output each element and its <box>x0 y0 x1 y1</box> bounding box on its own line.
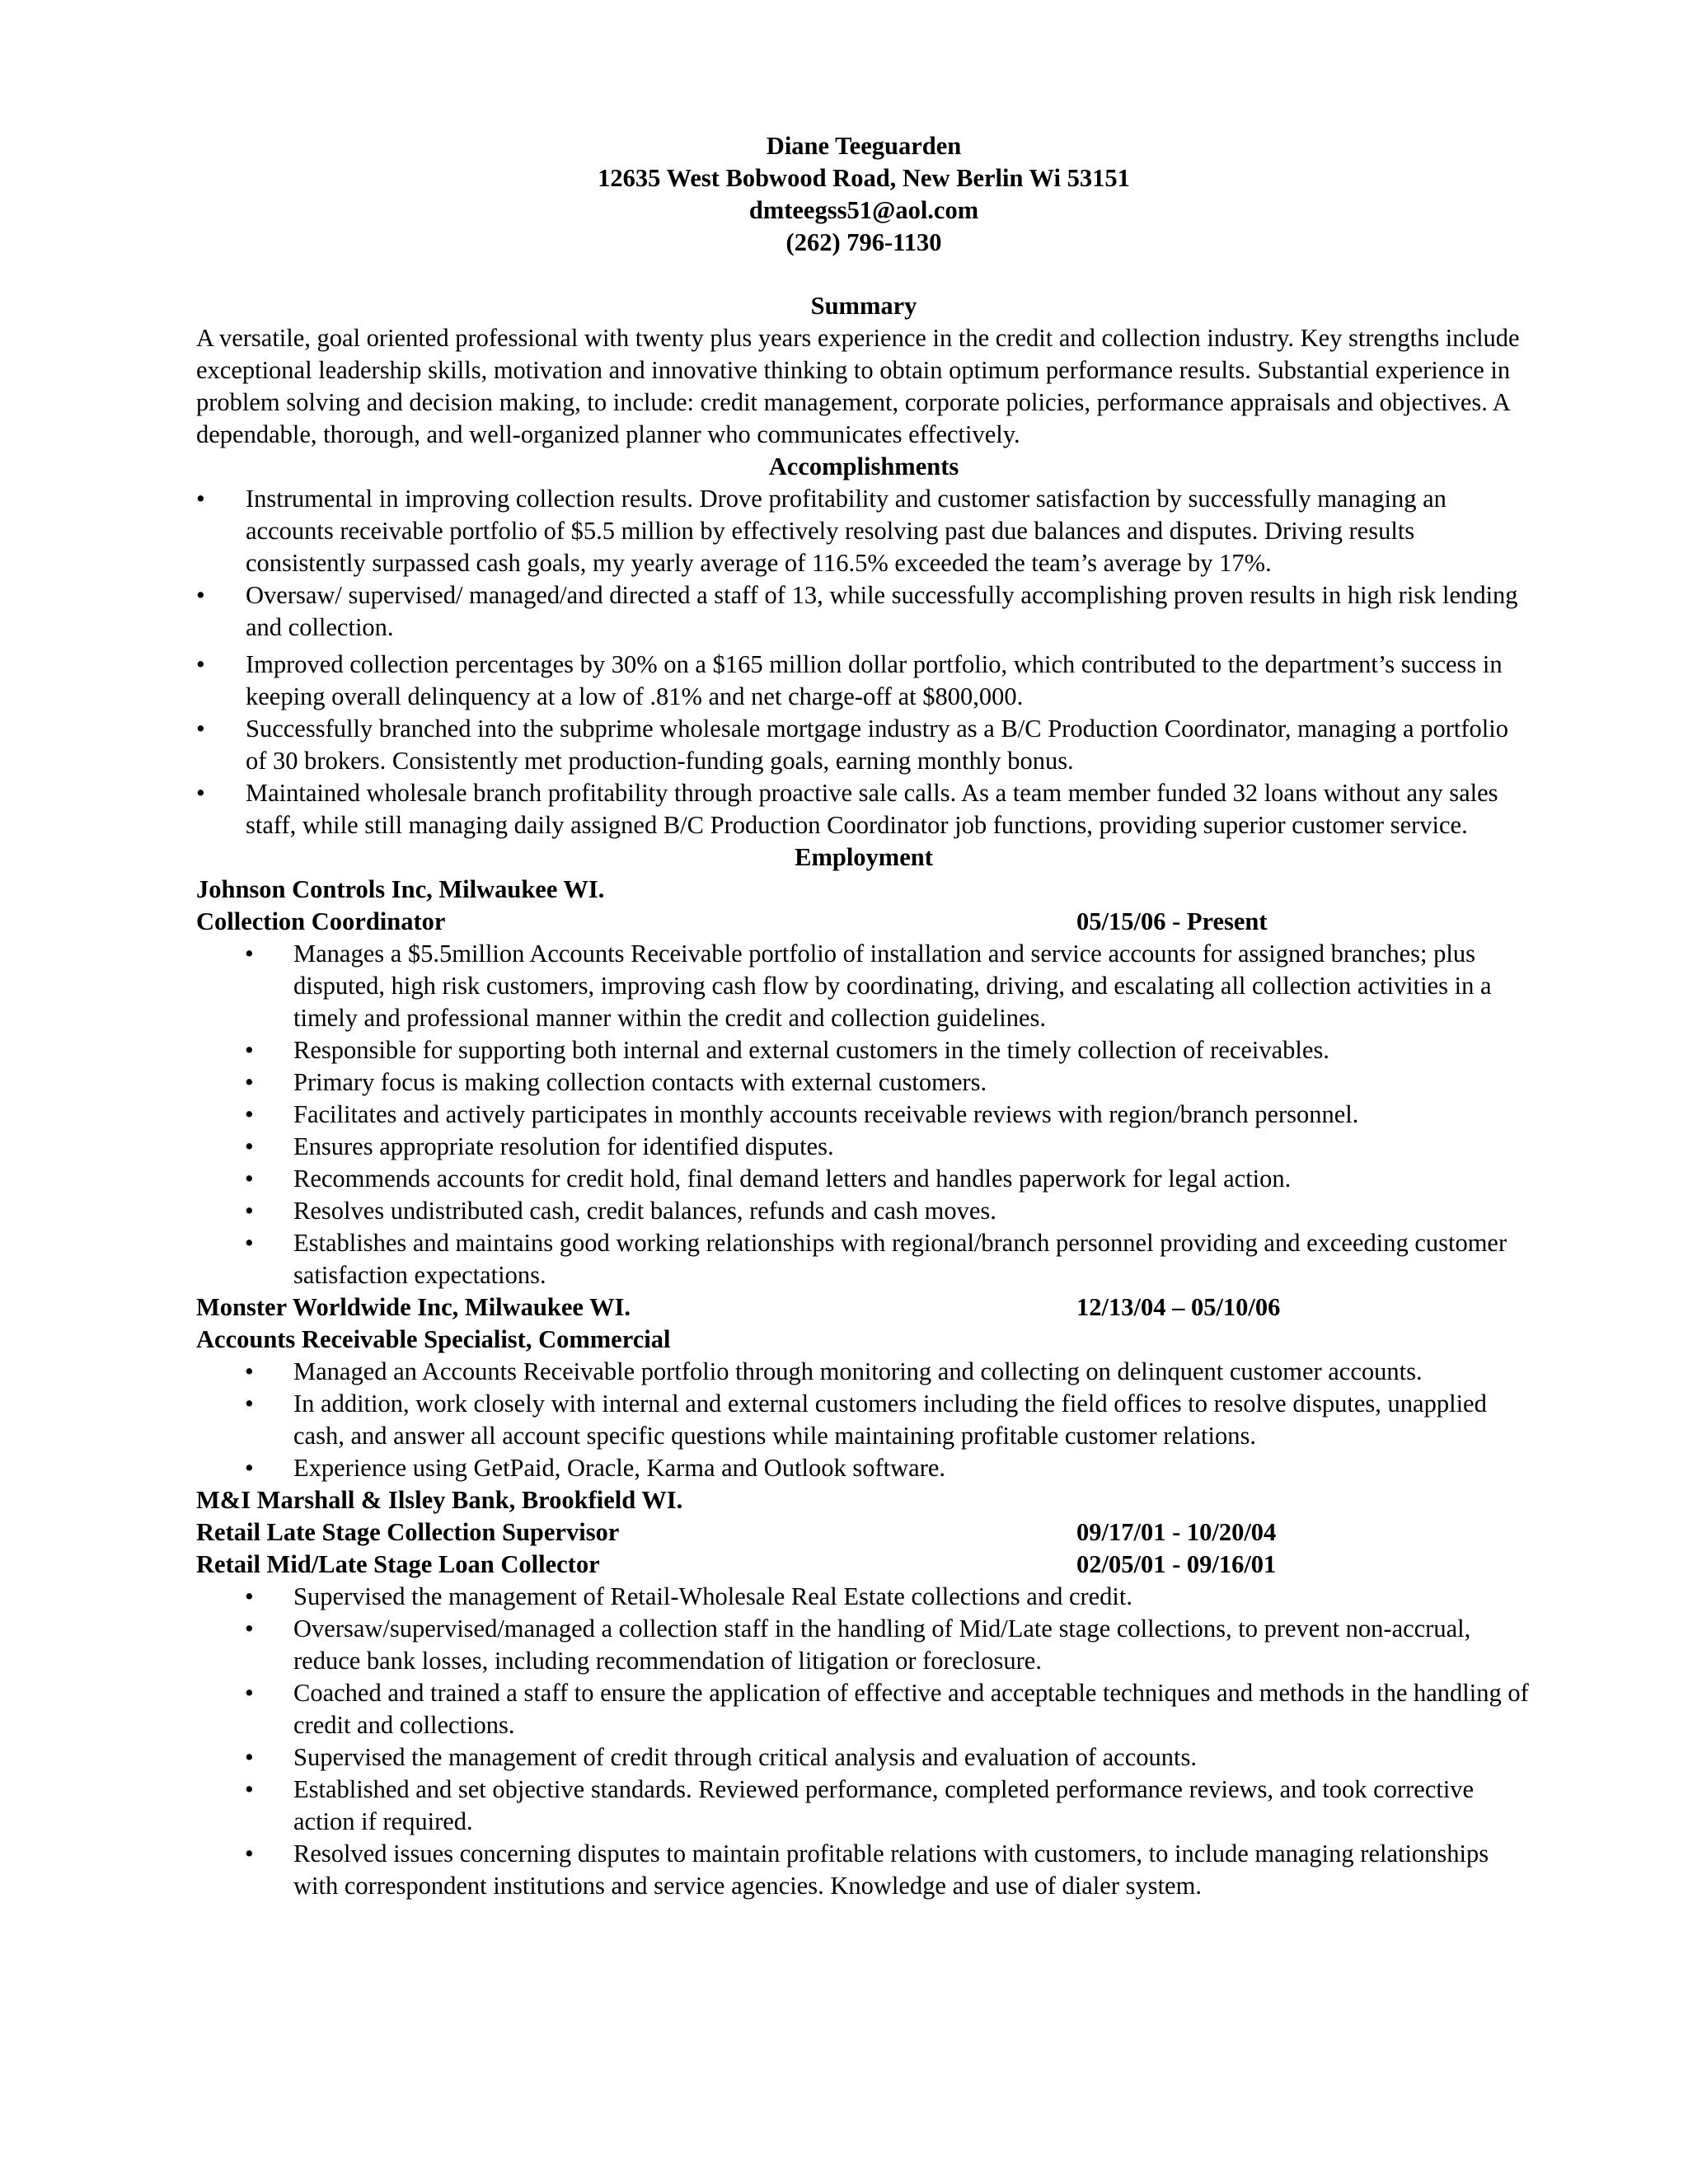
job-duties-list <box>196 938 1531 1291</box>
list-item: • Instrumental in improving collection results. Drove profitability and customer satisfaction by successfully managing an accounts receivable portfolio of $5.5 million by effectively resolving past due balances and disputes. Driving results consistently surpassed cash goals, my yearly average of 116.5% exceeded the team’s average by 17%. <box>196 485 1447 577</box>
bullet-icon: • <box>196 650 205 678</box>
bullet-icon: • <box>196 581 205 609</box>
job-role: Retail Mid/Late Stage Loan Collector <box>196 1550 600 1578</box>
accomplishments-section <box>196 451 1531 841</box>
bullet-icon: • <box>245 1743 254 1771</box>
list-item: • Establishes and maintains good working relationships with regional/branch personnel providing and exceeding customer satisfaction expectations. <box>245 1229 1507 1289</box>
job-role: Accounts Receivable Specialist, Commercial <box>196 1325 671 1353</box>
bullet-icon: • <box>245 1840 254 1868</box>
list-item: • Established and set objective standards. Reviewed performance, completed performance reviews, and took corrective action if required. <box>245 1775 1475 1835</box>
list-item: • Experience using GetPaid, Oracle, Karma and Outlook software. <box>196 1452 1531 1484</box>
job-monster-worldwide <box>196 1291 1531 1484</box>
bullet-icon: • <box>245 1615 254 1643</box>
job-company: Johnson Controls Inc, Milwaukee WI. <box>196 875 605 903</box>
bullet-icon: • <box>196 779 205 807</box>
bullet-icon: • <box>245 940 254 968</box>
list-item: • Improved collection percentages by 30% on a $165 million dollar portfolio, which contributed to the department’s success in keeping overall delinquency at a low of .81% and net charge-off at $800,000. <box>196 650 1503 710</box>
bullet-icon: • <box>196 485 205 513</box>
candidate-phone: (262) 796-1130 <box>785 228 942 256</box>
job-role: Retail Late Stage Collection Supervisor <box>196 1518 620 1546</box>
list-item: • Supervised the management of Retail-Wholesale Real Estate collections and credit. <box>196 1581 1531 1613</box>
bullet-icon: • <box>245 1229 254 1257</box>
list-item: • Maintained wholesale branch profitability through proactive sale calls. As a team member funded 32 loans without any sales staff, while still managing daily assigned B/C Production Coordinator job functions, providing superior customer service. <box>196 779 1498 839</box>
summary-title: Summary <box>810 292 917 320</box>
list-item: • Managed an Accounts Receivable portfolio through monitoring and collecting on delinquent customer accounts. <box>196 1356 1531 1388</box>
job-duties-list <box>196 1356 1531 1484</box>
job-company-row <box>196 1291 1531 1324</box>
job-role-row <box>196 1549 1531 1581</box>
list-item: • Manages a $5.5million Accounts Receivable portfolio of installation and service accounts for assigned branches; plus disputed, high risk customers, improving cash flow by coordinating, driving, and escalating all collection activities in a timely and professional manner within the credit and collection guidelines. <box>245 940 1492 1032</box>
bullet-icon: • <box>245 1068 254 1096</box>
job-role-row <box>196 1516 1531 1549</box>
job-company: Monster Worldwide Inc, Milwaukee WI. <box>196 1293 631 1321</box>
summary-section <box>196 290 1531 451</box>
bullet-icon: • <box>245 1390 254 1418</box>
list-item: • Primary focus is making collection contacts with external customers. <box>196 1066 1531 1099</box>
list-item: • Resolves undistributed cash, credit balances, refunds and cash moves. <box>196 1195 1531 1227</box>
employment-section <box>196 841 1531 1902</box>
list-item: • Supervised the management of credit through critical analysis and evaluation of accounts. <box>196 1741 1531 1774</box>
list-item: • Oversaw/ supervised/ managed/and directed a staff of 13, while successfully accomplishing proven results in high risk lending and collection. <box>196 581 1518 641</box>
bullet-icon: • <box>245 1165 254 1193</box>
bullet-icon: • <box>245 1454 254 1482</box>
list-item: • Resolved issues concerning disputes to maintain profitable relations with customers, to include managing relationships with correspondent institutions and service agencies. Knowledge and use of dialer system. <box>245 1840 1489 1900</box>
bullet-icon: • <box>245 1036 254 1064</box>
bullet-icon: • <box>196 715 205 743</box>
bullet-icon: • <box>245 1197 254 1225</box>
bullet-icon: • <box>245 1357 254 1385</box>
job-duties-list <box>196 1581 1531 1902</box>
summary-text: A versatile, goal oriented professional with twenty plus years experience in the credit and collection industry. Key strengths include exceptional leadership skills, motivation and innovative thinking to obtain optimum performance results. Substantial experience in problem solving and decision making, to include: credit management, corporate policies, performance appraisals and objectives. A dependable, thorough, and well-organized planner who communicates effectively. <box>196 324 1520 448</box>
job-dates: 12/13/04 – 05/10/06 <box>1076 1293 1281 1321</box>
contact-header <box>196 130 1531 259</box>
job-role: Collection Coordinator <box>196 907 446 935</box>
employment-title: Employment <box>795 843 933 871</box>
candidate-address: 12635 West Bobwood Road, New Berlin Wi 53151 <box>598 164 1130 192</box>
bullet-icon: • <box>245 1132 254 1160</box>
job-company: M&I Marshall & Ilsley Bank, Brookfield WI. <box>196 1486 683 1514</box>
job-role-row <box>196 906 1531 938</box>
list-item: • Oversaw/supervised/managed a collection staff in the handling of Mid/Late stage collections, to prevent non-accrual, reduce bank losses, including recommendation of litigation or foreclosure. <box>245 1615 1471 1675</box>
bullet-icon: • <box>245 1100 254 1128</box>
resume-page <box>196 130 1531 1902</box>
job-dates: 09/17/01 - 10/20/04 <box>1076 1518 1277 1546</box>
bullet-icon: • <box>245 1582 254 1610</box>
bullet-icon: • <box>245 1679 254 1707</box>
job-mi-marshall-ilsley <box>196 1484 1531 1902</box>
list-item: • Recommends accounts for credit hold, final demand letters and handles paperwork for legal action. <box>196 1163 1531 1195</box>
accomplishments-title: Accomplishments <box>768 452 959 480</box>
list-item: • Responsible for supporting both internal and external customers in the timely collection of receivables. <box>196 1034 1531 1066</box>
list-item: • Coached and trained a staff to ensure the application of effective and acceptable techniques and methods in the handling of credit and collections. <box>245 1679 1529 1739</box>
list-item: • Successfully branched into the subprime wholesale mortgage industry as a B/C Production Coordinator, managing a portfolio of 30 brokers. Consistently met production-funding goals, earning monthly bonus. <box>196 715 1508 775</box>
candidate-name: Diane Teeguarden <box>766 132 962 160</box>
job-johnson-controls <box>196 874 1531 1291</box>
bullet-icon: • <box>245 1775 254 1803</box>
list-item: • Facilitates and actively participates in monthly accounts receivable reviews with region/branch personnel. <box>196 1099 1531 1131</box>
candidate-email: dmteegss51@aol.com <box>748 196 979 224</box>
list-item: • In addition, work closely with internal and external customers including the field offices to resolve disputes, unapplied cash, and answer all account specific questions while maintaining profitable customer relations. <box>245 1390 1487 1450</box>
job-dates: 02/05/01 - 09/16/01 <box>1076 1550 1277 1578</box>
job-dates: 05/15/06 - Present <box>1076 907 1268 935</box>
list-item: • Ensures appropriate resolution for identified disputes. <box>196 1131 1531 1163</box>
accomplishments-list <box>196 483 1531 841</box>
